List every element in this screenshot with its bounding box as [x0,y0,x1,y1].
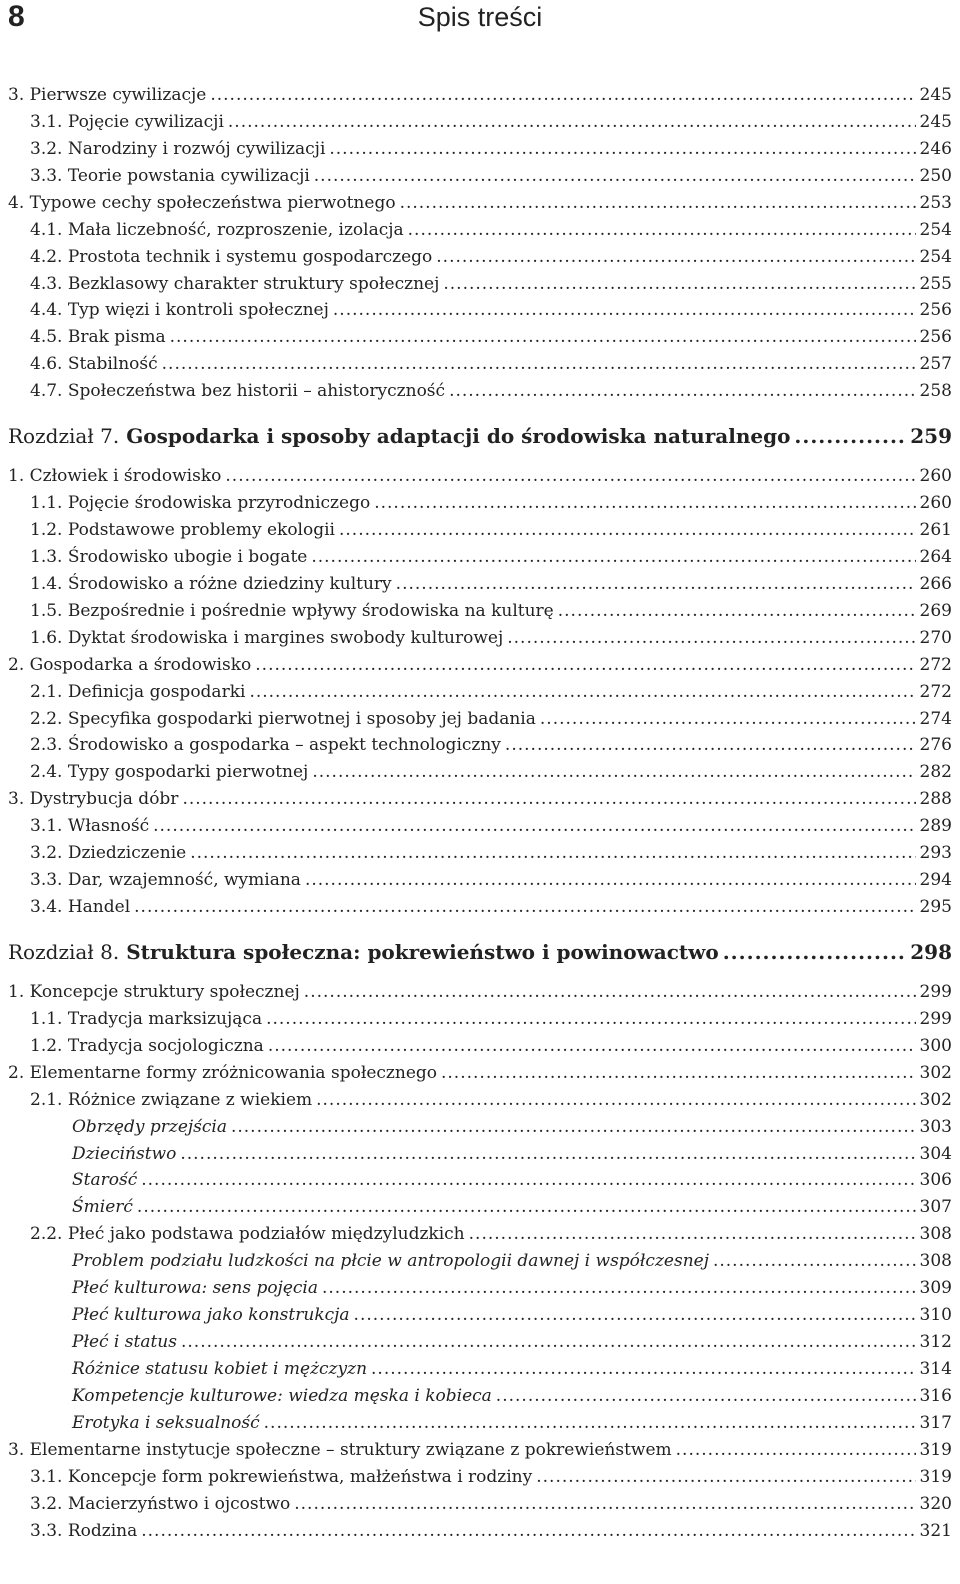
dot-leader [311,544,915,570]
toc-entry-label: 4.3. Bezklasowy charakter struktury społecznej [30,273,440,294]
toc-entry [72,1141,952,1167]
toc-page-number: 276 [919,735,952,756]
toc-entry [30,1464,952,1490]
dot-leader [264,1410,916,1436]
toc-entry [30,351,952,377]
toc-page-number: 293 [919,843,952,864]
toc-entry [72,1275,952,1301]
toc-page-number: 294 [919,870,952,891]
toc-page-number: 259 [910,424,952,449]
toc-page-number: 308 [919,1251,952,1272]
toc-entry [30,894,952,920]
toc-entry [30,1221,952,1247]
dot-leader [558,598,916,624]
dot-leader [339,517,916,543]
toc-entry-label: 4.4. Typ więzi i kontroli społecznej [30,300,329,321]
toc-entry-label: Starość [72,1170,138,1191]
toc-entry [30,297,952,323]
toc-page-number: 269 [919,600,952,621]
toc-entry-label: 3.3. Rodzina [30,1520,138,1541]
toc-entry-label: 1. Koncepcje struktury społecznej [8,981,300,1002]
dot-leader [354,1302,916,1328]
toc-entry-label: 1.2. Tradycja socjologiczna [30,1035,264,1056]
toc-entry-label: Różnice statusu kobiet i mężczyzn [72,1358,368,1379]
dot-leader [314,163,916,189]
toc-page-number: 256 [919,327,952,348]
toc-page-number: 298 [910,939,952,964]
toc-page-number: 260 [919,466,952,487]
dot-leader [374,490,915,516]
toc-entry [72,1167,952,1193]
chapter-title: Gospodarka i sposoby adaptacji do środowiska naturalnego [126,424,791,449]
toc-entry [8,1437,952,1463]
dot-leader [794,423,906,449]
dot-leader [723,939,907,965]
toc-entry [30,706,952,732]
toc-page-number: 295 [919,897,952,918]
dot-leader [180,1141,915,1167]
toc-entry-label: 2. Gospodarka a środowisko [8,654,252,675]
toc-page-number: 304 [919,1143,952,1164]
toc-entry-label: Płeć kulturowa jako konstrukcja [72,1305,350,1326]
toc-entry-label: 4. Typowe cechy społeczeństwa pierwotnego [8,192,396,213]
toc-entry-label: Śmierć [72,1197,133,1218]
toc-entry-label: 3. Pierwsze cywilizacje [8,85,207,105]
toc-entry-label: 4.6. Stabilność [30,354,158,375]
toc-entry [72,1410,952,1436]
toc-page-number: 282 [919,762,952,783]
dot-leader [210,82,915,108]
toc-entry [30,378,952,404]
dot-leader [536,1464,915,1490]
toc-entry-label: 2.3. Środowisko a gospodarka – aspekt technologiczny [30,735,501,756]
toc-page-number: 319 [919,1466,952,1487]
toc-page-number: 314 [919,1358,952,1379]
toc-entry [72,1114,952,1140]
toc-entry-label: 1.2. Podstawowe problemy ekologii [30,520,335,541]
chapter-title: Struktura społeczna: pokrewieństwo i powinowactwo [126,939,719,964]
dot-leader [228,109,916,135]
dot-leader [443,271,915,297]
toc-entry-label: 4.2. Prostota technik i systemu gospodarczego [30,246,433,267]
dot-leader [137,1194,916,1220]
toc-entry [8,82,952,108]
dot-leader [540,706,916,732]
toc-entry-label: Dzieciństwo [72,1143,177,1164]
toc-entry [30,136,952,162]
toc-entry-label: 1.3. Środowisko ubogie i bogate [30,546,308,567]
toc-page-number: 274 [919,708,952,729]
page-number: 8 [8,0,25,33]
toc-page-number: 299 [919,981,952,1002]
toc-entry-label: Płeć i status [72,1332,177,1353]
toc-page-number: 302 [919,1062,952,1083]
chapter-number: Rozdział 8. [8,939,120,964]
toc-entry-label: 3.2. Narodziny i rozwój cywilizacji [30,138,326,159]
toc-entry-label: 4.5. Brak pisma [30,327,166,348]
dot-leader [449,378,915,404]
dot-leader [329,136,915,162]
toc-page-number: 266 [919,573,952,594]
toc-entry-label: 2.4. Typy gospodarki pierwotnej [30,762,309,783]
toc-page-number: 303 [919,1116,952,1137]
toc-entry-label: 1. Człowiek i środowisko [8,466,222,487]
toc-page-number: 270 [919,627,952,648]
toc-entry [30,840,952,866]
toc-entry [30,1087,952,1113]
toc-entry-label: 2.2. Płeć jako podstawa podziałów międzyludzkich [30,1224,465,1245]
toc-entry [30,598,952,624]
toc-entry [30,867,952,893]
toc-entry-label: 3.1. Własność [30,816,150,837]
dot-leader [182,786,915,812]
dot-leader [469,1221,916,1247]
dot-leader [371,1356,916,1382]
toc-entry-label: 3.3. Dar, wzajemność, wymiana [30,870,301,891]
toc-entry [30,271,952,297]
toc-entry [8,652,952,678]
chapter-number: Rozdział 7. [8,424,120,449]
toc-entry-label: 2. Elementarne formy zróżnicowania społecznego [8,1062,437,1083]
toc-entry-label: 1.1. Tradycja marksizująca [30,1008,263,1029]
toc-entry [72,1329,952,1355]
toc-entry [30,571,952,597]
toc-entry-label: Płeć kulturowa: sens pojęcia [72,1278,318,1299]
dot-leader [441,1060,916,1086]
toc-entry-label: Erotyka i seksualność [72,1412,260,1433]
toc-entry [30,759,952,785]
toc-page-number: 245 [919,85,952,105]
toc-entry-label: 1.5. Bezpośrednie i pośrednie wpływy środowiska na kulturę [30,600,554,621]
toc-entry-label: 4.7. Społeczeństwa bez historii – ahistoryczność [30,381,446,402]
dot-leader [162,351,916,377]
toc-entry [30,517,952,543]
dot-leader [268,1033,916,1059]
dot-leader [312,759,915,785]
dot-leader [181,1329,916,1355]
dot-leader [676,1437,916,1463]
toc-entry [30,244,952,270]
dot-leader [294,1491,915,1517]
toc-entry [72,1356,952,1382]
dot-leader [396,571,916,597]
running-title: Spis treści [417,2,543,32]
toc-page-number: 310 [919,1305,952,1326]
dot-leader [249,679,915,705]
toc-entry [30,1033,952,1059]
dot-leader [255,652,915,678]
toc-entry-label: Kompetencje kulturowe: wiedza męska i kobieca [72,1385,492,1406]
toc-entry-label: 2.2. Specyfika gospodarki pierwotnej i sposoby jej badania [30,708,536,729]
dot-leader [141,1167,915,1193]
toc-entry-label: 1.1. Pojęcie środowiska przyrodniczego [30,493,371,514]
toc-entry-label: Obrzędy przejścia [72,1116,227,1137]
dot-leader [400,190,916,216]
toc-entry [72,1302,952,1328]
toc-page-number: 253 [919,192,952,213]
toc-page-number: 302 [919,1089,952,1110]
toc-entry-label: Problem podziału ludzkości na płcie w antropologii dawnej i współczesnej [72,1251,709,1272]
toc-page-number: 316 [919,1385,952,1406]
toc-page-number: 272 [919,681,952,702]
dot-leader [505,732,916,758]
toc-entry [72,1248,952,1274]
toc-entry [8,786,952,812]
toc-entry-label: 1.4. Środowisko a różne dziedziny kultury [30,573,392,594]
dot-leader [304,979,916,1005]
toc-entry-label: 3.2. Macierzyństwo i ojcostwo [30,1493,291,1514]
toc-page-number: 300 [919,1035,952,1056]
toc-entry [30,324,952,350]
toc-entry [8,1060,952,1086]
dot-leader [322,1275,916,1301]
toc-entry [30,163,952,189]
toc-entry-label: 2.1. Różnice związane z wiekiem [30,1089,313,1110]
dot-leader [436,244,915,270]
toc-entry-label: 4.1. Mała liczebność, rozproszenie, izolacja [30,219,404,240]
toc-page-number: 306 [919,1170,952,1191]
toc-entry [30,109,952,135]
toc-entry [30,625,952,651]
dot-leader [266,1006,915,1032]
dot-leader [153,813,915,839]
toc-page-number: 308 [919,1224,952,1245]
toc-entry [30,490,952,516]
dot-leader [134,894,915,920]
toc-page-number: 319 [919,1439,952,1460]
toc-chapter-entry [8,423,952,449]
toc-entry [8,463,952,489]
toc-entry-label: 1.6. Dyktat środowiska i margines swobody kulturowej [30,627,504,648]
toc-entry-label [8,939,719,965]
toc-entry-label: 3.1. Pojęcie cywilizacji [30,111,224,132]
toc-entry [30,217,952,243]
toc-page-number: 272 [919,654,952,675]
toc-page-number: 254 [919,219,952,240]
toc-entry-label [8,423,790,449]
dot-leader [316,1087,915,1113]
toc-entry [30,1491,952,1517]
toc-entry [30,1006,952,1032]
toc-entry [72,1383,952,1409]
toc-entry [30,732,952,758]
toc-entry [30,813,952,839]
toc-page-number: 250 [919,165,952,186]
dot-leader [141,1518,915,1544]
toc-page-number: 309 [919,1278,952,1299]
dot-leader [190,840,915,866]
toc-entry [8,979,952,1005]
dot-leader [170,324,916,350]
toc-entry [30,679,952,705]
toc-page-number: 264 [919,546,952,567]
dot-leader [496,1383,916,1409]
toc-entry [30,544,952,570]
toc-page-number: 289 [919,816,952,837]
toc-page-number: 256 [919,300,952,321]
dot-leader [231,1114,916,1140]
dot-leader [713,1248,916,1274]
dot-leader [333,297,916,323]
toc-entry-label: 2.1. Definicja gospodarki [30,681,246,702]
toc-entry-label: 3. Dystrybucja dóbr [8,789,179,810]
toc-page-number: 260 [919,493,952,514]
toc-entry [30,1518,952,1544]
toc-page-number: 254 [919,246,952,267]
dot-leader [408,217,916,243]
toc-page-number: 246 [919,138,952,159]
toc-entry-label: 3.2. Dziedziczenie [30,843,187,864]
toc-page-number: 255 [919,273,952,294]
toc-entry-label: 3. Elementarne instytucje społeczne – struktury związane z pokrewieństwem [8,1439,672,1460]
toc-entry-label: 3.1. Koncepcje form pokrewieństwa, małżeństwa i rodziny [30,1466,533,1487]
toc-page-number: 288 [919,789,952,810]
toc-page-number: 245 [919,111,952,132]
toc-page-number: 307 [919,1197,952,1218]
toc-page-number: 299 [919,1008,952,1029]
toc-page-number: 258 [919,381,952,402]
toc-entry [72,1194,952,1220]
toc-page-number: 317 [919,1412,952,1433]
toc-page-number: 312 [919,1332,952,1353]
toc-entry-label: 3.4. Handel [30,897,131,918]
dot-leader [225,463,915,489]
toc-chapter-entry [8,939,952,965]
toc-page-number: 321 [919,1520,952,1541]
toc-page-number: 320 [919,1493,952,1514]
toc-entry-label: 3.3. Teorie powstania cywilizacji [30,165,310,186]
dot-leader [305,867,916,893]
dot-leader [507,625,915,651]
toc-entry [8,190,952,216]
toc-page-number: 257 [919,354,952,375]
toc-page-number: 261 [919,520,952,541]
